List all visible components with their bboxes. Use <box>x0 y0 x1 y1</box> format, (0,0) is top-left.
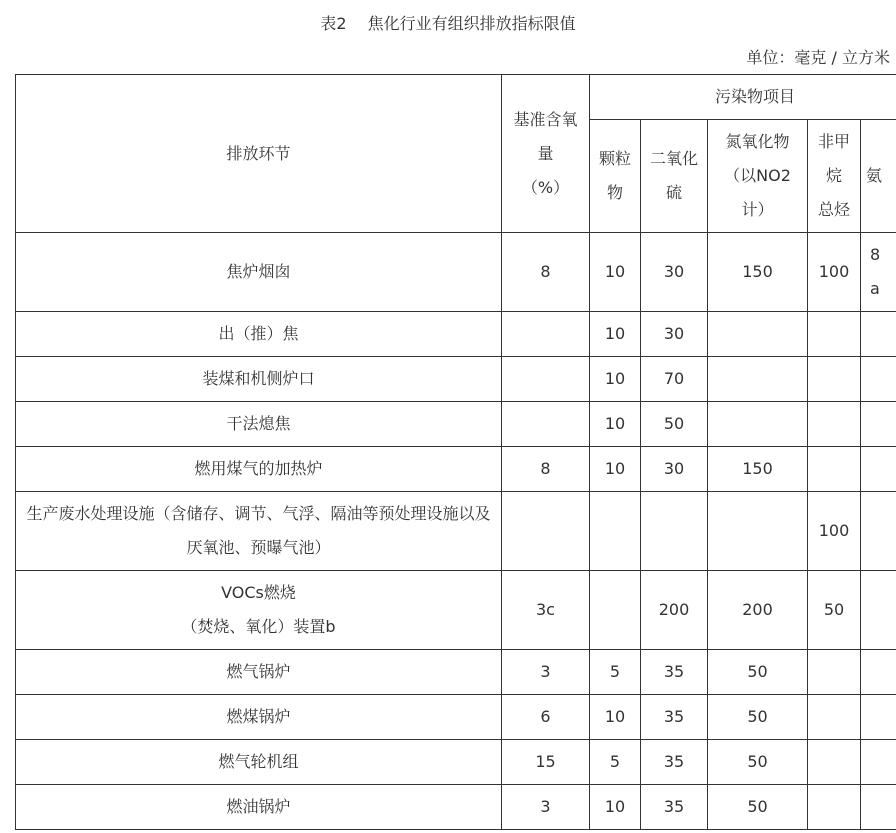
cell-nmhc <box>808 312 861 357</box>
cell-nh3 <box>861 233 896 312</box>
cell-nox: 50 <box>708 785 808 830</box>
cell-nh3 <box>861 695 896 740</box>
cell-so2 <box>641 492 708 571</box>
header-nh3 <box>861 120 896 233</box>
table-row <box>16 650 896 695</box>
cell-oxygen: 8 <box>502 447 590 492</box>
cell-particulate: 10 <box>590 785 641 830</box>
cell-process-line-1: 生产废水处理设施（含储存、调节、气浮、隔油等预处理设施以及 <box>26 504 491 523</box>
cell-oxygen <box>502 357 590 402</box>
header-nmhc-line-3: 总烃 <box>817 200 850 219</box>
table-row <box>16 233 896 312</box>
cell-so2: 35 <box>641 785 708 830</box>
header-pollutants-label: 污染物项目 <box>714 87 795 106</box>
cell-nh3 <box>861 312 896 357</box>
cell-process <box>16 492 502 571</box>
cell-nmhc <box>808 447 861 492</box>
cell-process: 焦炉烟囱 <box>16 233 502 312</box>
cell-nmhc: 100 <box>808 492 861 571</box>
cell-nh3 <box>861 402 896 447</box>
cell-nh3 <box>861 785 896 830</box>
cell-oxygen: 8 <box>502 233 590 312</box>
table-row <box>16 447 896 492</box>
cell-so2: 50 <box>641 402 708 447</box>
cell-nh3 <box>861 447 896 492</box>
cell-particulate: 10 <box>590 357 641 402</box>
header-nmhc-line-2: 烷 <box>825 166 842 185</box>
table-row <box>16 695 896 740</box>
cell-so2: 35 <box>641 695 708 740</box>
cell-nmhc <box>808 695 861 740</box>
cell-nmhc: 100 <box>808 233 861 312</box>
cell-oxygen: 6 <box>502 695 590 740</box>
cell-oxygen <box>502 312 590 357</box>
cell-process: 燃气锅炉 <box>16 650 502 695</box>
cell-nmhc <box>808 402 861 447</box>
cell-so2: 30 <box>641 447 708 492</box>
cell-nox: 50 <box>708 650 808 695</box>
cell-process: 干法熄焦 <box>16 402 502 447</box>
unit-label: 单位：毫克 / 立方米 <box>746 48 890 67</box>
header-particulate-line-1: 颗粒 <box>598 149 631 168</box>
cell-nmhc <box>808 650 861 695</box>
header-oxygen-line-3: （%） <box>521 177 570 197</box>
table-row <box>16 492 896 571</box>
table-row <box>16 571 896 650</box>
cell-oxygen: 15 <box>502 740 590 785</box>
header-so2-line-2: 硫 <box>665 183 682 202</box>
header-row-1 <box>16 75 896 120</box>
cell-nox: 150 <box>708 447 808 492</box>
cell-nh3-line-2: a <box>870 279 880 298</box>
table-row <box>16 312 896 357</box>
cell-oxygen: 3c <box>502 571 590 650</box>
header-nox-line-2: （以NO2 <box>724 166 791 185</box>
cell-nh3 <box>861 571 896 650</box>
header-oxygen-line-2: 量 <box>537 143 554 163</box>
header-nh3-label: 氨 <box>866 166 883 185</box>
cell-particulate: 10 <box>590 312 641 357</box>
cell-process <box>16 571 502 650</box>
cell-process: 装煤和机侧炉口 <box>16 357 502 402</box>
header-particulate <box>590 120 641 233</box>
table-row <box>16 785 896 830</box>
cell-so2: 35 <box>641 650 708 695</box>
header-process-label: 排放环节 <box>226 143 291 163</box>
cell-process: 燃油锅炉 <box>16 785 502 830</box>
cell-particulate: 10 <box>590 402 641 447</box>
cell-nmhc: 50 <box>808 571 861 650</box>
cell-nh3 <box>861 357 896 402</box>
header-nox-line-3: 计） <box>741 200 774 219</box>
cell-so2: 70 <box>641 357 708 402</box>
cell-nmhc <box>808 785 861 830</box>
cell-so2: 30 <box>641 233 708 312</box>
cell-nox: 50 <box>708 740 808 785</box>
cell-oxygen: 3 <box>502 650 590 695</box>
cell-nmhc <box>808 357 861 402</box>
header-process <box>16 75 502 233</box>
cell-nmhc <box>808 740 861 785</box>
cell-particulate: 10 <box>590 233 641 312</box>
header-particulate-line-2: 物 <box>606 183 623 202</box>
emission-limits-table <box>15 74 896 830</box>
header-nmhc <box>808 120 861 233</box>
cell-oxygen <box>502 402 590 447</box>
cell-particulate <box>590 571 641 650</box>
table-row <box>16 740 896 785</box>
cell-nox <box>708 492 808 571</box>
cell-so2: 35 <box>641 740 708 785</box>
cell-so2: 200 <box>641 571 708 650</box>
header-oxygen <box>502 75 590 233</box>
cell-nox: 150 <box>708 233 808 312</box>
cell-nox: 50 <box>708 695 808 740</box>
cell-process: 出（推）焦 <box>16 312 502 357</box>
cell-process: 燃煤锅炉 <box>16 695 502 740</box>
header-nox-line-1: 氮氧化物 <box>725 132 790 151</box>
table-row <box>16 357 896 402</box>
cell-particulate: 10 <box>590 695 641 740</box>
cell-particulate: 10 <box>590 447 641 492</box>
header-so2-line-1: 二氧化 <box>649 149 698 168</box>
cell-process: 燃气轮机组 <box>16 740 502 785</box>
header-oxygen-line-1: 基准含氧 <box>513 109 578 129</box>
cell-particulate <box>590 492 641 571</box>
cell-nox <box>708 357 808 402</box>
cell-nh3-line-1: 8 <box>870 245 881 264</box>
cell-oxygen <box>502 492 590 571</box>
cell-nh3 <box>861 492 896 571</box>
cell-process: 燃用煤气的加热炉 <box>16 447 502 492</box>
cell-process-line-2: 厌氧池、预曝气池） <box>186 538 331 557</box>
cell-process-line-2: （焚烧、氧化）装置b <box>181 617 336 636</box>
header-pollutants <box>590 75 896 120</box>
cell-particulate: 5 <box>590 650 641 695</box>
cell-nox: 200 <box>708 571 808 650</box>
table-title: 表2 焦化行业有组织排放指标限值 <box>320 14 576 33</box>
cell-nh3 <box>861 740 896 785</box>
header-so2 <box>641 120 708 233</box>
cell-oxygen: 3 <box>502 785 590 830</box>
cell-nox <box>708 402 808 447</box>
header-nmhc-line-1: 非甲 <box>817 132 850 151</box>
table-row <box>16 402 896 447</box>
cell-so2: 30 <box>641 312 708 357</box>
header-nox <box>708 120 808 233</box>
cell-process-line-1: VOCs燃烧 <box>221 583 296 602</box>
cell-particulate: 5 <box>590 740 641 785</box>
cell-nh3 <box>861 650 896 695</box>
cell-nox <box>708 312 808 357</box>
